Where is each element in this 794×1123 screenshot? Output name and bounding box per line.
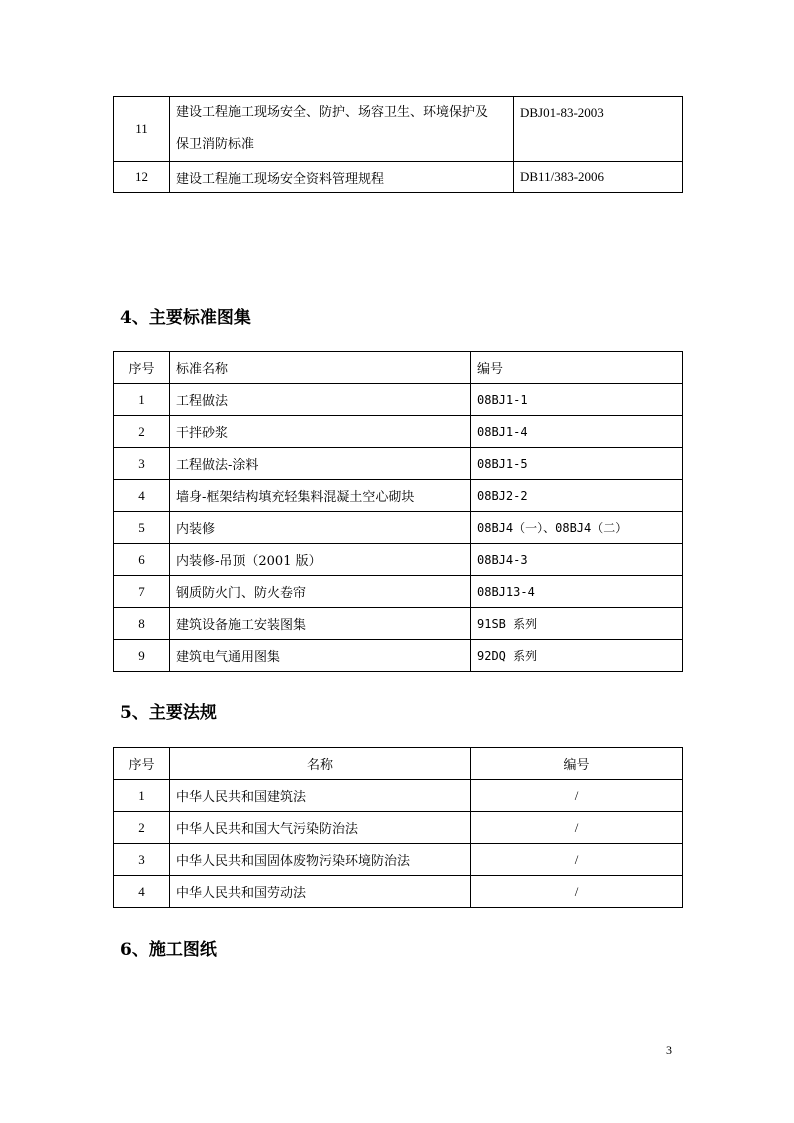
row-name-line: 建设工程施工现场安全、防护、场容卫生、环境保护及 — [176, 105, 489, 120]
table-row — [114, 780, 683, 812]
row-number: 12 — [114, 162, 170, 193]
row-name: 中华人民共和国劳动法 — [170, 876, 471, 908]
row-name: 钢质防火门、防火卷帘 — [170, 576, 471, 608]
row-number: 4 — [114, 876, 170, 908]
row-name: 干拌砂浆 — [170, 416, 471, 448]
table-row — [114, 576, 683, 608]
header-name: 名称 — [170, 748, 471, 780]
row-number: 4 — [114, 480, 170, 512]
table-row — [114, 416, 683, 448]
row-number: 5 — [114, 512, 170, 544]
row-name: 中华人民共和国建筑法 — [170, 780, 471, 812]
row-number: 9 — [114, 640, 170, 672]
table-header-row — [114, 352, 683, 384]
table-row — [114, 512, 683, 544]
row-name: 建设工程施工现场安全资料管理规程 — [170, 162, 514, 193]
laws-table — [113, 747, 683, 908]
row-code: 08BJ2-2 — [471, 480, 683, 512]
row-number: 11 — [114, 97, 170, 162]
row-code: DB11/383-2006 — [514, 162, 683, 193]
table-row — [114, 608, 683, 640]
section-heading: 4、主要标准图集 — [120, 308, 251, 328]
row-code: 92DQ 系列 — [471, 640, 683, 672]
row-name: 建筑设备施工安装图集 — [170, 608, 471, 640]
row-name: 工程做法 — [170, 384, 471, 416]
row-name: 中华人民共和国大气污染防治法 — [170, 812, 471, 844]
row-number: 8 — [114, 608, 170, 640]
row-code: 08BJ1-4 — [471, 416, 683, 448]
row-code: 08BJ13-4 — [471, 576, 683, 608]
row-number: 3 — [114, 448, 170, 480]
row-number: 2 — [114, 416, 170, 448]
standard-atlas-table — [113, 351, 683, 672]
header-number: 序号 — [114, 748, 170, 780]
table-row — [114, 844, 683, 876]
header-code: 编号 — [471, 352, 683, 384]
row-code: 91SB 系列 — [471, 608, 683, 640]
row-name: 工程做法-涂料 — [170, 448, 471, 480]
row-number: 1 — [114, 780, 170, 812]
table-row — [114, 640, 683, 672]
row-code: 08BJ4（一）、08BJ4（二） — [471, 512, 683, 544]
table-row — [114, 97, 683, 162]
row-code: 08BJ4-3 — [471, 544, 683, 576]
table-row — [114, 448, 683, 480]
row-code: / — [471, 844, 683, 876]
section-heading: 5、主要法规 — [120, 703, 217, 723]
table-row — [114, 812, 683, 844]
regulations-table-continued — [113, 96, 683, 193]
row-number: 1 — [114, 384, 170, 416]
table-row — [114, 162, 683, 193]
table-row — [114, 480, 683, 512]
row-code: DBJ01-83-2003 — [514, 97, 683, 162]
row-name — [170, 97, 514, 162]
row-name-line: 保卫消防标准 — [176, 137, 255, 152]
row-code: / — [471, 876, 683, 908]
row-code: 08BJ1-1 — [471, 384, 683, 416]
table-row — [114, 384, 683, 416]
table-row — [114, 544, 683, 576]
row-number: 7 — [114, 576, 170, 608]
row-code: 08BJ1-5 — [471, 448, 683, 480]
row-number: 6 — [114, 544, 170, 576]
row-code: / — [471, 780, 683, 812]
row-name: 墙身-框架结构填充轻集料混凝土空心砌块 — [170, 480, 471, 512]
section-heading: 6、施工图纸 — [120, 940, 217, 960]
row-code: / — [471, 812, 683, 844]
table-row — [114, 876, 683, 908]
row-name: 中华人民共和国固体废物污染环境防治法 — [170, 844, 471, 876]
row-name: 内装修 — [170, 512, 471, 544]
page-number: 3 — [666, 1043, 672, 1057]
row-number: 3 — [114, 844, 170, 876]
header-code: 编号 — [471, 748, 683, 780]
row-name: 建筑电气通用图集 — [170, 640, 471, 672]
row-number: 2 — [114, 812, 170, 844]
header-name: 标准名称 — [170, 352, 471, 384]
row-name: 内装修-吊顶（2001 版） — [170, 544, 471, 576]
table-header-row — [114, 748, 683, 780]
header-number: 序号 — [114, 352, 170, 384]
